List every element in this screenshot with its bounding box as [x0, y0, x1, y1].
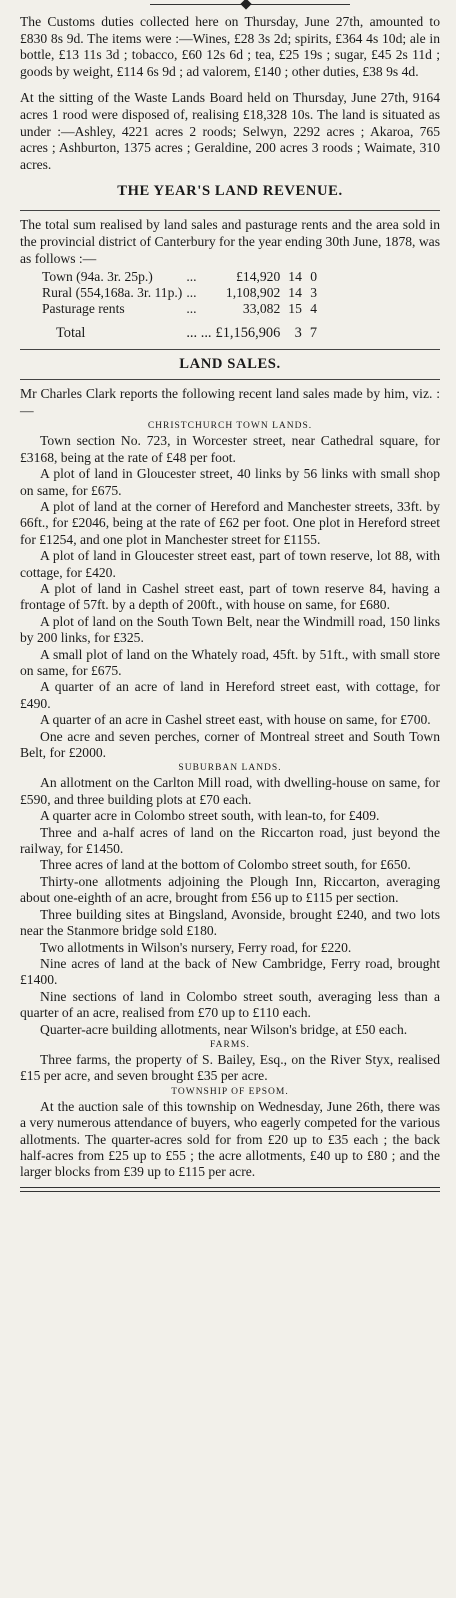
farms-subheading: FARMS. — [210, 1039, 250, 1050]
revenue-label: Town (94a. 3r. 25p.) — [42, 269, 153, 285]
ornament-diamond — [240, 0, 251, 10]
epsom-list — [20, 1099, 440, 1181]
section-rule — [20, 349, 440, 350]
revenue-row — [42, 269, 325, 285]
revenue-total-row — [42, 317, 325, 341]
waste-lands-paragraph: At the sitting of the Waste Lands Board held on Thursday, June 27th, 9164 acres 1 rood were disposed of, realising £18,328 10s. The land is situated as under :—Ashley, 4221 acres 2 roods; Selwyn, 2292 acres ; Akaroa, 765 acres ; Ashburton, 1375 acres ; Geraldine, 200 acres 3 roods ; Waimate, 310 acres. — [20, 90, 440, 172]
epsom-subheading: TOWNSHIP OF EPSOM. — [171, 1086, 289, 1097]
sale-item: A plot of land in Gloucester street east, part of town reserve, lot 88, with cottage, for £420. — [20, 548, 440, 580]
land-sales-heading: LAND SALES. — [179, 356, 281, 373]
revenue-label: Rural (554,168a. 3r. 11p.) — [42, 285, 183, 301]
sale-item: A plot of land in Cashel street east, part of town reserve 84, having a frontage of 57ft. by a depth of 200ft., with house on same, for £680. — [20, 580, 440, 613]
sale-item: A quarter of an acre of land in Hereford street east, with cottage, for £490. — [20, 679, 440, 711]
revenue-label: Pasturage rents — [42, 301, 125, 317]
suburban-lands-subheading: SUBURBAN LANDS. — [178, 763, 282, 774]
section-rule — [20, 379, 440, 380]
revenue-total-shillings: 3 — [294, 325, 302, 342]
land-revenue-heading: THE YEAR'S LAND REVENUE. — [117, 183, 343, 200]
sale-item: Town section No. 723, in Worcester street, near Cathedral square, for £3168, being at the rate of £48 per foot. — [20, 433, 440, 465]
revenue-dots: ... — [186, 269, 197, 285]
revenue-dots: ... — [186, 301, 197, 317]
sale-item: Three acres of land at the bottom of Colombo street south, for £650. — [40, 857, 411, 873]
land-sales-intro: Mr Charles Clark reports the following recent land sales made by him, viz. :— — [20, 386, 440, 418]
revenue-total-dots: ... ... — [186, 325, 212, 342]
revenue-dots: ... — [186, 285, 197, 301]
sale-item: A plot of land on the South Town Belt, near the Windmill road, 150 links by 200 links, for £325. — [20, 613, 440, 646]
sale-item: Three farms, the property of S. Bailey, Esq., on the River Styx, realised £15 per acre, and seven brought £35 per acre. — [20, 1051, 440, 1084]
sale-item: Two allotments in Wilson's nursery, Ferry road, for £220. — [40, 939, 352, 955]
revenue-total-amount: £1,156,906 — [215, 325, 281, 342]
revenue-shillings: 15 — [288, 301, 302, 317]
revenue-total-pence: 7 — [309, 325, 318, 342]
sale-item: A plot of land at the corner of Hereford and Manchester streets, 33ft. by 66ft., for £2046, being at the rate of £62 per foot. One plot in Hereford street for £1254, and one plot in Manchester street for £1155. — [20, 498, 440, 547]
land-revenue-intro: The total sum realised by land sales and pasturage rents and the area sold in the provincial district of Canterbury for the year ending 30th June, 1878, was as follows :— — [20, 217, 440, 266]
town-lands-list — [20, 433, 440, 761]
revenue-pence: 3 — [310, 285, 318, 301]
revenue-row — [42, 301, 325, 317]
sale-item: Quarter-acre building allotments, near Wilson's bridge, at £50 each. — [40, 1021, 408, 1037]
section-rule — [20, 210, 440, 211]
sale-item: A quarter acre in Colombo street south, with lean-to, for £409. — [40, 808, 380, 824]
customs-paragraph: The Customs duties collected here on Thursday, June 27th, amounted to £830 8s 9d. The items were :—Wines, £28 3s 2d; spirits, £364 4s 10d; ale in bottle, £13 11s 3d ; tobacco, £60 12s 6d ; tea, £25 19s ; sugar, £45 2s 11d ; goods by weight, £114 6s 9d ; ad valorem, £140 ; other duties, £38 9s 4d. — [20, 14, 440, 79]
sale-item: Three building sites at Bingsland, Avonside, brought £240, and two lots near the Stanmore bridge sold £180. — [20, 906, 440, 939]
closing-double-rule — [20, 1187, 440, 1192]
revenue-row — [42, 285, 325, 301]
revenue-amount: £14,920 — [236, 269, 281, 285]
revenue-table — [42, 269, 325, 341]
sale-item: A small plot of land on the Whately road, 45ft. by 51ft., with small store on same, for £675. — [20, 646, 440, 678]
sale-item: Three and a-half acres of land on the Riccarton road, just beyond the railway, for £1450. — [20, 824, 440, 857]
suburban-lands-list — [20, 775, 440, 1038]
sale-item: At the auction sale of this township on Wednesday, June 26th, there was a very numerous attendance of buyers, who eagerly competed for the various allotments. The quarter-acres sold for from £20 up to £35 each ; the back half-acres from £25 up to £55 ; the acre allotments, £40 up to £80 ; and the larger blocks from £39 up to £115 per acre. — [20, 1098, 440, 1180]
sale-item: One acre and seven perches, corner of Montreal street and South Town Belt, for £2000. — [20, 728, 440, 761]
sale-item: Nine acres of land at the back of New Cambridge, Ferry road, brought £1400. — [20, 955, 440, 988]
revenue-total-label: Total — [56, 325, 86, 342]
revenue-amount: 1,108,902 — [225, 285, 281, 301]
article-column — [20, 14, 440, 1198]
town-lands-subheading: CHRISTCHURCH TOWN LANDS. — [147, 421, 313, 432]
sale-item: Nine sections of land in Colombo street south, averaging less than a quarter of an acre, realised from £70 up to £110 each. — [20, 988, 440, 1021]
revenue-shillings: 14 — [288, 269, 302, 285]
revenue-shillings: 14 — [288, 285, 302, 301]
revenue-pence: 0 — [310, 269, 318, 285]
revenue-amount: 33,082 — [242, 301, 281, 317]
sale-item: An allotment on the Carlton Mill road, with dwelling-house on same, for £590, and three building plots at £70 each. — [20, 775, 440, 807]
farms-list — [20, 1052, 440, 1085]
sale-item: A quarter of an acre in Cashel street east, with house on same, for £700. — [40, 712, 431, 728]
revenue-pence: 4 — [310, 301, 318, 317]
top-ornament — [150, 0, 350, 10]
sale-item: Thirty-one allotments adjoining the Plough Inn, Riccarton, averaging about one-eighth of an acre, brought from £56 up to £115 per section. — [20, 873, 440, 906]
sale-item: A plot of land in Gloucester street, 40 links by 56 links with small shop on same, for £675. — [20, 466, 440, 498]
